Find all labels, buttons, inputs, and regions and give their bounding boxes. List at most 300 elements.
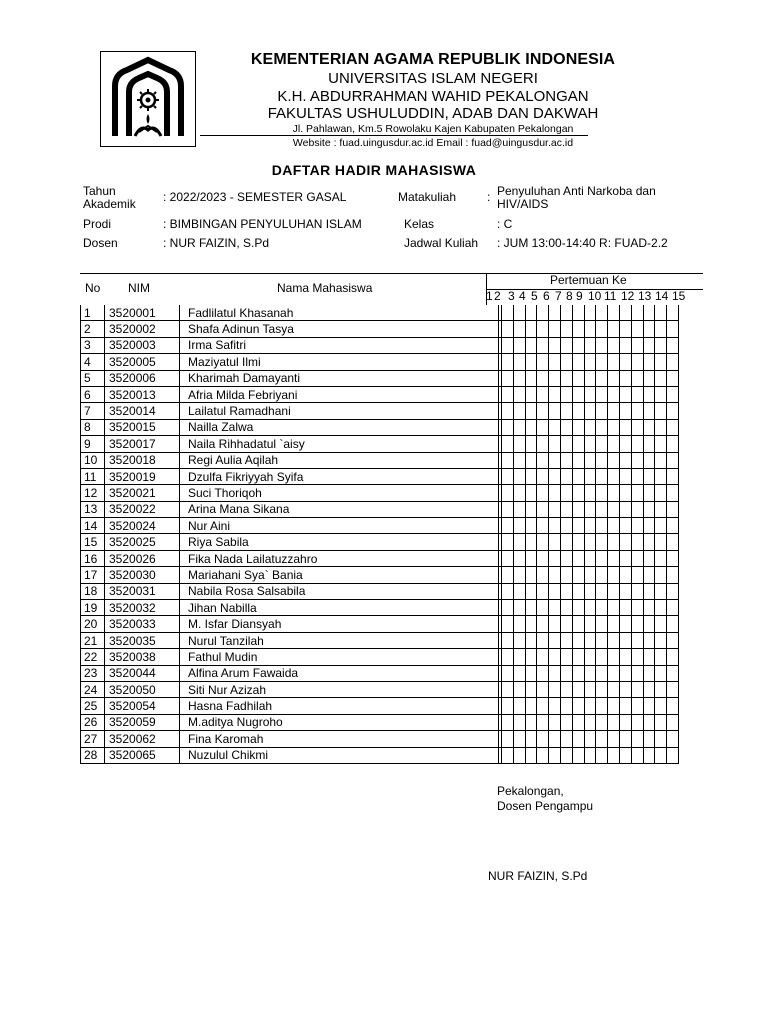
attendance-cell[interactable] <box>584 436 596 452</box>
attendance-cell[interactable] <box>572 436 584 452</box>
attendance-cell[interactable] <box>584 452 596 468</box>
attendance-cell[interactable] <box>572 452 584 468</box>
attendance-cell[interactable] <box>513 485 525 501</box>
attendance-cell[interactable] <box>584 321 596 337</box>
attendance-cell[interactable] <box>619 452 631 468</box>
attendance-cell[interactable] <box>572 665 584 681</box>
attendance-cell[interactable] <box>560 370 572 386</box>
attendance-cell[interactable] <box>525 714 537 730</box>
attendance-cell[interactable] <box>525 616 537 632</box>
attendance-cell[interactable] <box>572 681 584 697</box>
attendance-cell[interactable] <box>667 681 679 697</box>
attendance-cell[interactable] <box>502 600 514 616</box>
attendance-cell[interactable] <box>596 501 608 517</box>
attendance-cell[interactable] <box>584 370 596 386</box>
attendance-cell[interactable] <box>584 550 596 566</box>
attendance-cell[interactable] <box>549 452 561 468</box>
attendance-cell[interactable] <box>560 747 572 763</box>
attendance-cell[interactable] <box>631 616 643 632</box>
attendance-cell[interactable] <box>619 468 631 484</box>
attendance-cell[interactable] <box>572 714 584 730</box>
attendance-cell[interactable] <box>525 600 537 616</box>
attendance-cell[interactable] <box>596 649 608 665</box>
attendance-cell[interactable] <box>572 337 584 353</box>
attendance-cell[interactable] <box>572 321 584 337</box>
attendance-cell[interactable] <box>596 731 608 747</box>
attendance-cell[interactable] <box>619 632 631 648</box>
attendance-cell[interactable] <box>631 731 643 747</box>
attendance-cell[interactable] <box>525 534 537 550</box>
attendance-cell[interactable] <box>572 403 584 419</box>
attendance-cell[interactable] <box>655 600 667 616</box>
attendance-cell[interactable] <box>643 436 655 452</box>
attendance-cell[interactable] <box>537 600 549 616</box>
attendance-cell[interactable] <box>549 321 561 337</box>
attendance-cell[interactable] <box>619 665 631 681</box>
attendance-cell[interactable] <box>631 485 643 501</box>
attendance-cell[interactable] <box>560 649 572 665</box>
attendance-cell[interactable] <box>537 468 549 484</box>
attendance-cell[interactable] <box>572 567 584 583</box>
attendance-cell[interactable] <box>584 632 596 648</box>
attendance-cell[interactable] <box>643 452 655 468</box>
attendance-cell[interactable] <box>537 714 549 730</box>
attendance-cell[interactable] <box>619 403 631 419</box>
attendance-cell[interactable] <box>596 485 608 501</box>
attendance-cell[interactable] <box>537 747 549 763</box>
attendance-cell[interactable] <box>596 468 608 484</box>
attendance-cell[interactable] <box>572 747 584 763</box>
attendance-cell[interactable] <box>525 305 537 321</box>
attendance-cell[interactable] <box>549 550 561 566</box>
attendance-cell[interactable] <box>619 321 631 337</box>
attendance-cell[interactable] <box>643 550 655 566</box>
attendance-cell[interactable] <box>560 583 572 599</box>
attendance-cell[interactable] <box>631 403 643 419</box>
attendance-cell[interactable] <box>655 436 667 452</box>
attendance-cell[interactable] <box>655 731 667 747</box>
attendance-cell[interactable] <box>596 632 608 648</box>
attendance-cell[interactable] <box>655 616 667 632</box>
attendance-cell[interactable] <box>513 681 525 697</box>
attendance-cell[interactable] <box>572 468 584 484</box>
attendance-cell[interactable] <box>619 419 631 435</box>
attendance-cell[interactable] <box>619 616 631 632</box>
attendance-cell[interactable] <box>584 567 596 583</box>
attendance-cell[interactable] <box>667 632 679 648</box>
attendance-cell[interactable] <box>619 714 631 730</box>
attendance-cell[interactable] <box>608 419 620 435</box>
attendance-cell[interactable] <box>655 681 667 697</box>
attendance-cell[interactable] <box>513 649 525 665</box>
attendance-cell[interactable] <box>643 632 655 648</box>
attendance-cell[interactable] <box>537 419 549 435</box>
attendance-cell[interactable] <box>549 534 561 550</box>
attendance-cell[interactable] <box>608 468 620 484</box>
attendance-cell[interactable] <box>619 436 631 452</box>
attendance-cell[interactable] <box>631 681 643 697</box>
attendance-cell[interactable] <box>549 403 561 419</box>
attendance-cell[interactable] <box>596 681 608 697</box>
attendance-cell[interactable] <box>525 468 537 484</box>
attendance-cell[interactable] <box>560 321 572 337</box>
attendance-cell[interactable] <box>655 649 667 665</box>
attendance-cell[interactable] <box>631 698 643 714</box>
attendance-cell[interactable] <box>572 501 584 517</box>
attendance-cell[interactable] <box>549 747 561 763</box>
attendance-cell[interactable] <box>549 665 561 681</box>
attendance-cell[interactable] <box>525 567 537 583</box>
attendance-cell[interactable] <box>584 714 596 730</box>
attendance-cell[interactable] <box>525 354 537 370</box>
attendance-cell[interactable] <box>502 485 514 501</box>
attendance-cell[interactable] <box>655 501 667 517</box>
attendance-cell[interactable] <box>502 452 514 468</box>
attendance-cell[interactable] <box>655 550 667 566</box>
attendance-cell[interactable] <box>643 518 655 534</box>
attendance-cell[interactable] <box>667 370 679 386</box>
attendance-cell[interactable] <box>502 419 514 435</box>
attendance-cell[interactable] <box>667 567 679 583</box>
attendance-cell[interactable] <box>608 731 620 747</box>
attendance-cell[interactable] <box>502 321 514 337</box>
attendance-cell[interactable] <box>513 386 525 402</box>
attendance-cell[interactable] <box>513 403 525 419</box>
attendance-cell[interactable] <box>513 550 525 566</box>
attendance-cell[interactable] <box>655 419 667 435</box>
attendance-cell[interactable] <box>525 436 537 452</box>
attendance-cell[interactable] <box>631 714 643 730</box>
attendance-cell[interactable] <box>596 370 608 386</box>
attendance-cell[interactable] <box>560 731 572 747</box>
attendance-cell[interactable] <box>643 665 655 681</box>
attendance-cell[interactable] <box>667 747 679 763</box>
attendance-cell[interactable] <box>631 518 643 534</box>
attendance-cell[interactable] <box>584 501 596 517</box>
attendance-cell[interactable] <box>560 305 572 321</box>
attendance-cell[interactable] <box>631 419 643 435</box>
attendance-cell[interactable] <box>513 452 525 468</box>
attendance-cell[interactable] <box>584 419 596 435</box>
attendance-cell[interactable] <box>549 485 561 501</box>
attendance-cell[interactable] <box>608 632 620 648</box>
attendance-cell[interactable] <box>537 337 549 353</box>
attendance-cell[interactable] <box>502 436 514 452</box>
attendance-cell[interactable] <box>667 468 679 484</box>
attendance-cell[interactable] <box>631 747 643 763</box>
attendance-cell[interactable] <box>537 485 549 501</box>
attendance-cell[interactable] <box>537 305 549 321</box>
attendance-cell[interactable] <box>513 501 525 517</box>
attendance-cell[interactable] <box>655 485 667 501</box>
attendance-cell[interactable] <box>608 550 620 566</box>
attendance-cell[interactable] <box>502 354 514 370</box>
attendance-cell[interactable] <box>631 501 643 517</box>
attendance-cell[interactable] <box>619 567 631 583</box>
attendance-cell[interactable] <box>643 419 655 435</box>
attendance-cell[interactable] <box>596 518 608 534</box>
attendance-cell[interactable] <box>560 632 572 648</box>
attendance-cell[interactable] <box>643 370 655 386</box>
attendance-cell[interactable] <box>631 436 643 452</box>
attendance-cell[interactable] <box>608 534 620 550</box>
attendance-cell[interactable] <box>502 698 514 714</box>
attendance-cell[interactable] <box>502 305 514 321</box>
attendance-cell[interactable] <box>502 681 514 697</box>
attendance-cell[interactable] <box>643 731 655 747</box>
attendance-cell[interactable] <box>584 747 596 763</box>
attendance-cell[interactable] <box>608 403 620 419</box>
attendance-cell[interactable] <box>584 305 596 321</box>
attendance-cell[interactable] <box>667 386 679 402</box>
attendance-cell[interactable] <box>513 337 525 353</box>
attendance-cell[interactable] <box>655 305 667 321</box>
attendance-cell[interactable] <box>560 419 572 435</box>
attendance-cell[interactable] <box>667 436 679 452</box>
attendance-cell[interactable] <box>655 321 667 337</box>
attendance-cell[interactable] <box>525 550 537 566</box>
attendance-cell[interactable] <box>572 583 584 599</box>
attendance-cell[interactable] <box>513 632 525 648</box>
attendance-cell[interactable] <box>549 583 561 599</box>
attendance-cell[interactable] <box>502 518 514 534</box>
attendance-cell[interactable] <box>631 583 643 599</box>
attendance-cell[interactable] <box>525 698 537 714</box>
attendance-cell[interactable] <box>655 518 667 534</box>
attendance-cell[interactable] <box>655 665 667 681</box>
attendance-cell[interactable] <box>643 501 655 517</box>
attendance-cell[interactable] <box>572 731 584 747</box>
attendance-cell[interactable] <box>513 698 525 714</box>
attendance-cell[interactable] <box>667 731 679 747</box>
attendance-cell[interactable] <box>608 714 620 730</box>
attendance-cell[interactable] <box>584 468 596 484</box>
attendance-cell[interactable] <box>608 698 620 714</box>
attendance-cell[interactable] <box>596 665 608 681</box>
attendance-cell[interactable] <box>643 386 655 402</box>
attendance-cell[interactable] <box>667 550 679 566</box>
attendance-cell[interactable] <box>572 698 584 714</box>
attendance-cell[interactable] <box>537 567 549 583</box>
attendance-cell[interactable] <box>596 698 608 714</box>
attendance-cell[interactable] <box>608 370 620 386</box>
attendance-cell[interactable] <box>655 714 667 730</box>
attendance-cell[interactable] <box>655 468 667 484</box>
attendance-cell[interactable] <box>643 681 655 697</box>
attendance-cell[interactable] <box>596 452 608 468</box>
attendance-cell[interactable] <box>631 632 643 648</box>
attendance-cell[interactable] <box>502 468 514 484</box>
attendance-cell[interactable] <box>596 386 608 402</box>
attendance-cell[interactable] <box>667 305 679 321</box>
attendance-cell[interactable] <box>631 370 643 386</box>
attendance-cell[interactable] <box>537 386 549 402</box>
attendance-cell[interactable] <box>549 436 561 452</box>
attendance-cell[interactable] <box>525 649 537 665</box>
attendance-cell[interactable] <box>596 747 608 763</box>
attendance-cell[interactable] <box>572 616 584 632</box>
attendance-cell[interactable] <box>502 649 514 665</box>
attendance-cell[interactable] <box>525 403 537 419</box>
attendance-cell[interactable] <box>619 518 631 534</box>
attendance-cell[interactable] <box>584 403 596 419</box>
attendance-cell[interactable] <box>572 370 584 386</box>
attendance-cell[interactable] <box>549 698 561 714</box>
attendance-cell[interactable] <box>560 714 572 730</box>
attendance-cell[interactable] <box>596 305 608 321</box>
attendance-cell[interactable] <box>549 337 561 353</box>
attendance-cell[interactable] <box>549 468 561 484</box>
attendance-cell[interactable] <box>502 714 514 730</box>
attendance-cell[interactable] <box>572 305 584 321</box>
attendance-cell[interactable] <box>631 665 643 681</box>
attendance-cell[interactable] <box>525 419 537 435</box>
attendance-cell[interactable] <box>596 403 608 419</box>
attendance-cell[interactable] <box>537 731 549 747</box>
attendance-cell[interactable] <box>549 354 561 370</box>
attendance-cell[interactable] <box>560 665 572 681</box>
attendance-cell[interactable] <box>525 583 537 599</box>
attendance-cell[interactable] <box>596 534 608 550</box>
attendance-cell[interactable] <box>537 436 549 452</box>
attendance-cell[interactable] <box>619 731 631 747</box>
attendance-cell[interactable] <box>596 550 608 566</box>
attendance-cell[interactable] <box>667 518 679 534</box>
attendance-cell[interactable] <box>502 583 514 599</box>
attendance-cell[interactable] <box>584 681 596 697</box>
attendance-cell[interactable] <box>619 485 631 501</box>
attendance-cell[interactable] <box>537 354 549 370</box>
attendance-cell[interactable] <box>525 731 537 747</box>
attendance-cell[interactable] <box>525 386 537 402</box>
attendance-cell[interactable] <box>643 485 655 501</box>
attendance-cell[interactable] <box>502 665 514 681</box>
attendance-cell[interactable] <box>643 305 655 321</box>
attendance-cell[interactable] <box>619 747 631 763</box>
attendance-cell[interactable] <box>560 436 572 452</box>
attendance-cell[interactable] <box>525 337 537 353</box>
attendance-cell[interactable] <box>560 698 572 714</box>
attendance-cell[interactable] <box>631 337 643 353</box>
attendance-cell[interactable] <box>655 583 667 599</box>
attendance-cell[interactable] <box>537 501 549 517</box>
attendance-cell[interactable] <box>537 550 549 566</box>
attendance-cell[interactable] <box>596 436 608 452</box>
attendance-cell[interactable] <box>608 321 620 337</box>
attendance-cell[interactable] <box>572 632 584 648</box>
attendance-cell[interactable] <box>596 419 608 435</box>
attendance-cell[interactable] <box>537 518 549 534</box>
attendance-cell[interactable] <box>631 354 643 370</box>
attendance-cell[interactable] <box>619 386 631 402</box>
attendance-cell[interactable] <box>525 681 537 697</box>
attendance-cell[interactable] <box>667 403 679 419</box>
attendance-cell[interactable] <box>619 583 631 599</box>
attendance-cell[interactable] <box>608 452 620 468</box>
attendance-cell[interactable] <box>608 337 620 353</box>
attendance-cell[interactable] <box>572 354 584 370</box>
attendance-cell[interactable] <box>584 337 596 353</box>
attendance-cell[interactable] <box>549 681 561 697</box>
attendance-cell[interactable] <box>619 501 631 517</box>
attendance-cell[interactable] <box>619 534 631 550</box>
attendance-cell[interactable] <box>667 583 679 599</box>
attendance-cell[interactable] <box>608 649 620 665</box>
attendance-cell[interactable] <box>584 386 596 402</box>
attendance-cell[interactable] <box>537 681 549 697</box>
attendance-cell[interactable] <box>667 534 679 550</box>
attendance-cell[interactable] <box>643 600 655 616</box>
attendance-cell[interactable] <box>643 354 655 370</box>
attendance-cell[interactable] <box>560 534 572 550</box>
attendance-cell[interactable] <box>549 419 561 435</box>
attendance-cell[interactable] <box>537 534 549 550</box>
attendance-cell[interactable] <box>643 468 655 484</box>
attendance-cell[interactable] <box>525 665 537 681</box>
attendance-cell[interactable] <box>619 649 631 665</box>
attendance-cell[interactable] <box>502 534 514 550</box>
attendance-cell[interactable] <box>560 485 572 501</box>
attendance-cell[interactable] <box>513 747 525 763</box>
attendance-cell[interactable] <box>513 419 525 435</box>
attendance-cell[interactable] <box>655 698 667 714</box>
attendance-cell[interactable] <box>667 354 679 370</box>
attendance-cell[interactable] <box>560 518 572 534</box>
attendance-cell[interactable] <box>549 731 561 747</box>
attendance-cell[interactable] <box>513 436 525 452</box>
attendance-cell[interactable] <box>537 665 549 681</box>
attendance-cell[interactable] <box>631 305 643 321</box>
attendance-cell[interactable] <box>643 583 655 599</box>
attendance-cell[interactable] <box>608 583 620 599</box>
attendance-cell[interactable] <box>596 337 608 353</box>
attendance-cell[interactable] <box>631 550 643 566</box>
attendance-cell[interactable] <box>596 600 608 616</box>
attendance-cell[interactable] <box>560 567 572 583</box>
attendance-cell[interactable] <box>584 665 596 681</box>
attendance-cell[interactable] <box>502 632 514 648</box>
attendance-cell[interactable] <box>643 714 655 730</box>
attendance-cell[interactable] <box>513 567 525 583</box>
attendance-cell[interactable] <box>655 370 667 386</box>
attendance-cell[interactable] <box>549 370 561 386</box>
attendance-cell[interactable] <box>525 452 537 468</box>
attendance-cell[interactable] <box>572 419 584 435</box>
attendance-cell[interactable] <box>584 518 596 534</box>
attendance-cell[interactable] <box>513 354 525 370</box>
attendance-cell[interactable] <box>513 583 525 599</box>
attendance-cell[interactable] <box>608 681 620 697</box>
attendance-cell[interactable] <box>513 305 525 321</box>
attendance-cell[interactable] <box>525 501 537 517</box>
attendance-cell[interactable] <box>560 501 572 517</box>
attendance-cell[interactable] <box>643 616 655 632</box>
attendance-cell[interactable] <box>667 665 679 681</box>
attendance-cell[interactable] <box>596 583 608 599</box>
attendance-cell[interactable] <box>619 681 631 697</box>
attendance-cell[interactable] <box>572 600 584 616</box>
attendance-cell[interactable] <box>549 305 561 321</box>
attendance-cell[interactable] <box>655 567 667 583</box>
attendance-cell[interactable] <box>560 386 572 402</box>
attendance-cell[interactable] <box>502 370 514 386</box>
attendance-cell[interactable] <box>631 567 643 583</box>
attendance-cell[interactable] <box>608 518 620 534</box>
attendance-cell[interactable] <box>619 698 631 714</box>
attendance-cell[interactable] <box>667 714 679 730</box>
attendance-cell[interactable] <box>619 354 631 370</box>
attendance-cell[interactable] <box>584 600 596 616</box>
